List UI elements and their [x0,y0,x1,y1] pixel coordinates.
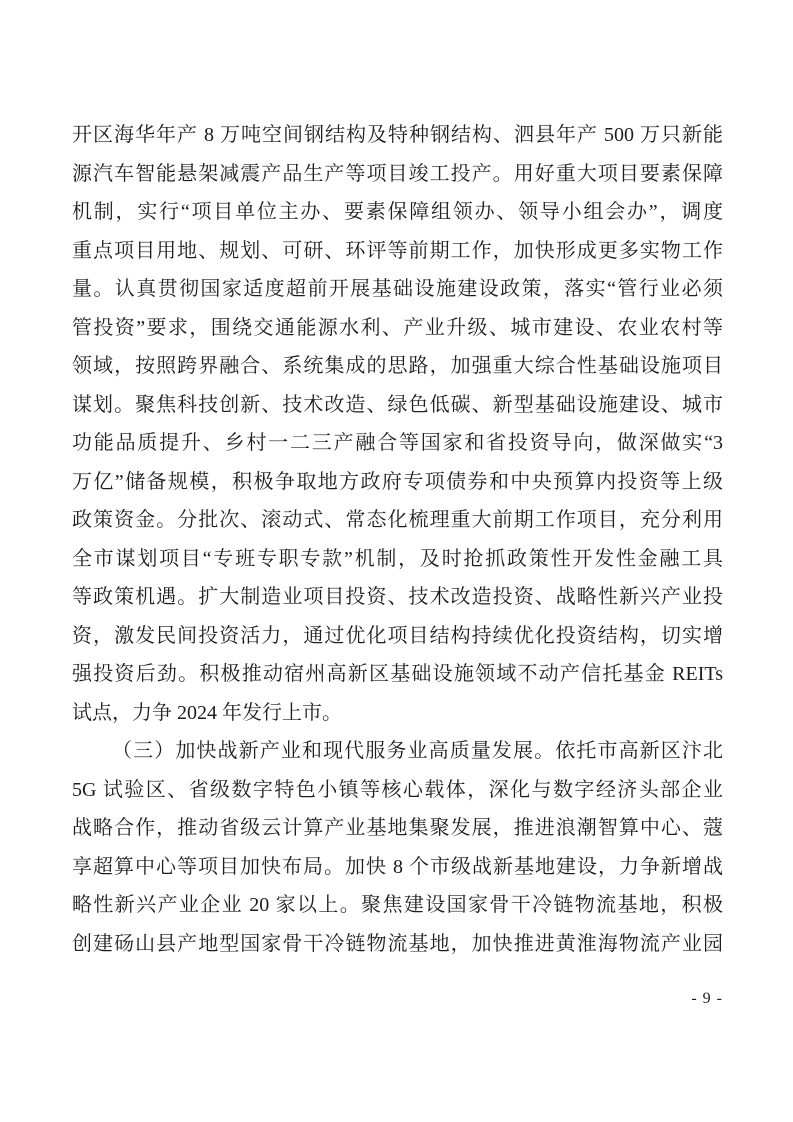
text-line: 管投资”要求，围绕交通能源水利、产业升级、城市建设、农业农村等 [72,316,723,339]
text-line: 资，激发民间投资活力，通过优化项目结构持续优化投资结构，切实增 [72,624,723,647]
paragraph [72,732,723,963]
text-line: 享超算中心等项目加快布局。加快 8 个市级战新基地建设，力争新增战 [72,855,723,878]
text-line: 创建砀山县产地型国家骨干冷链物流基地，加快推进黄淮海物流产业园 [72,932,723,955]
text-line: 等政策机遇。扩大制造业项目投资、技术改造投资、战略性新兴产业投 [72,586,723,608]
text-line: 试点，力争 2024 年发行上市。 [72,701,342,724]
text-line: 领域，按照跨界融合、系统集成的思路，加强重大综合性基础设施项目 [72,355,723,377]
text-line: 万亿”储备规模，积极争取地方政府专项债券和中央预算内投资等上级 [72,470,723,493]
text-line: 强投资后劲。积极推动宿州高新区基础设施领域不动产信托基金 REITs [72,663,723,685]
text-line: 功能品质提升、乡村一二三产融合等国家和省投资导向，做深做实“3 [72,432,723,454]
text-line: 5G 试验区、省级数字特色小镇等核心载体，深化与数字经济头部企业 [72,778,723,801]
text-line: 全市谋划项目“专班专职专款”机制，及时抢抓政策性开发性金融工具 [72,547,723,570]
text-line: （三）加快战新产业和现代服务业高质量发展。依托市高新区汴北 [112,740,723,762]
text-line: 量。认真贯彻国家适度超前开展基础设施建设政策，落实“管行业必须 [72,278,723,300]
paragraph [72,116,723,732]
text-line: 源汽车智能悬架减震产品生产等项目竣工投产。用好重大项目要素保障 [72,162,723,185]
page-number: - 9 - [691,990,723,1007]
text-line: 谋划。聚焦科技创新、技术改造、绿色低碳、新型基础设施建设、城市 [72,393,723,416]
text-line: 机制，实行“项目单位主办、要素保障组领办、领导小组会办”，调度 [72,201,723,223]
document-body [72,116,723,963]
text-line: 略性新兴产业企业 20 家以上。聚焦建设国家骨干冷链物流基地，积极 [72,894,723,916]
text-line: 战略合作，推动省级云计算产业基地集聚发展，推进浪潮智算中心、蔻 [72,817,723,839]
text-line: 政策资金。分批次、滚动式、常态化梳理重大前期工作项目，充分利用 [72,509,723,531]
text-line: 开区海华年产 8 万吨空间钢结构及特种钢结构、泗县年产 500 万只新能 [72,124,723,146]
text-line: 重点项目用地、规划、可研、环评等前期工作，加快形成更多实物工作 [72,239,723,262]
